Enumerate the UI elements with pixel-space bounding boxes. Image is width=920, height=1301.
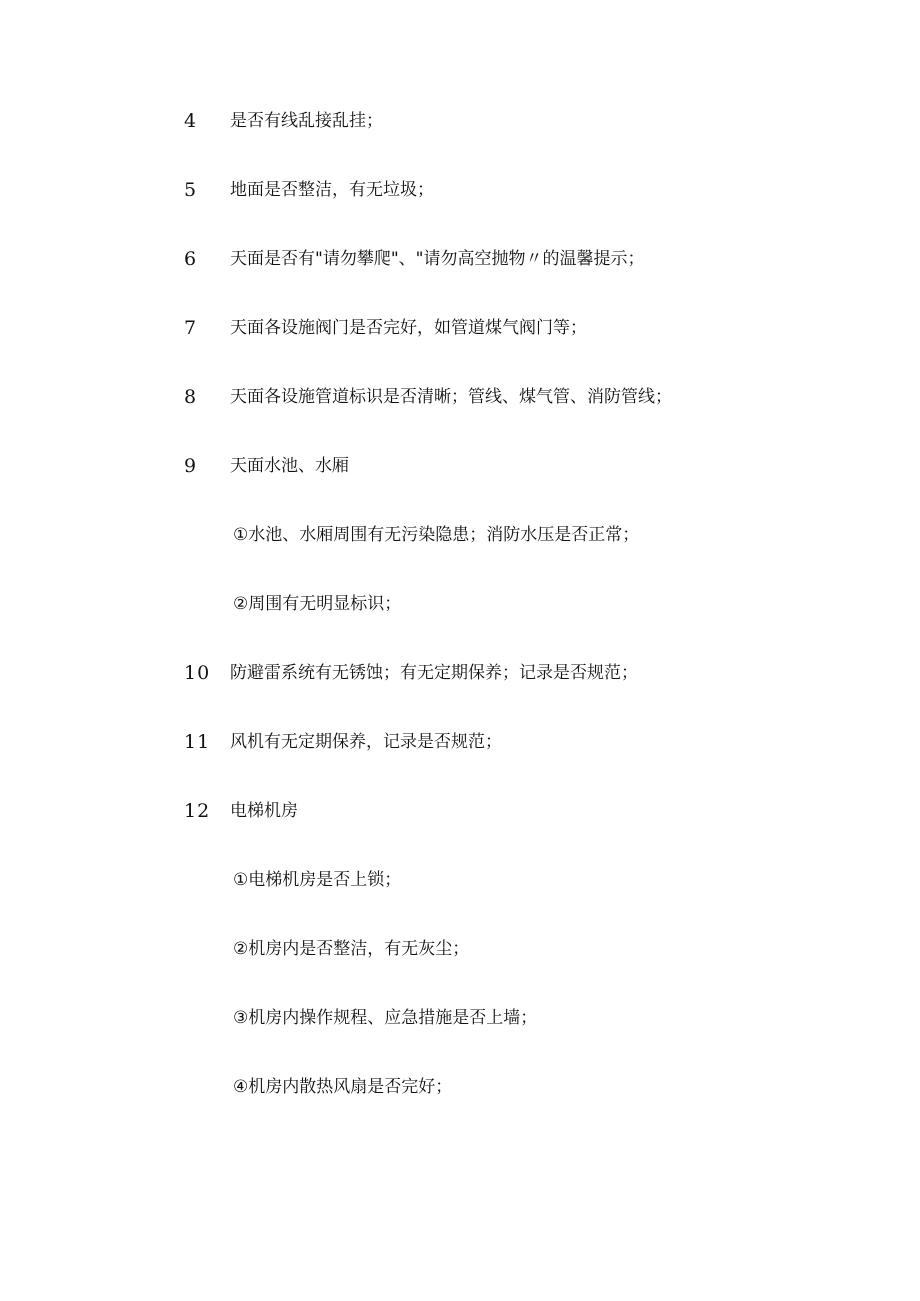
item-text: 地面是否整洁，有无垃圾； xyxy=(230,180,434,200)
item-text: 电梯机房 xyxy=(230,801,298,821)
sub-item-text: ①电梯机房是否上锁； xyxy=(233,870,402,890)
list-item-11 xyxy=(0,725,920,759)
sub-item-text: ①水池、水厢周围有无污染隐患；消防水压是否正常； xyxy=(233,525,640,545)
item-text: 天面是否有"请勿攀爬"、"请勿高空抛物〃的温馨提示； xyxy=(230,249,645,269)
sub-item-text: ④机房内散热风扇是否完好； xyxy=(233,1077,453,1097)
sub-item xyxy=(0,587,920,621)
item-number: 12 xyxy=(184,800,211,822)
list-item-12 xyxy=(0,794,920,828)
list-item-6 xyxy=(0,242,920,276)
list-item-8 xyxy=(0,380,920,414)
sub-item xyxy=(0,932,920,966)
item-number: 7 xyxy=(184,317,198,339)
list-item-9 xyxy=(0,449,920,483)
item-text: 风机有无定期保养，记录是否规范； xyxy=(230,732,502,752)
item-number: 6 xyxy=(184,248,198,270)
item-number: 5 xyxy=(184,179,198,201)
list-item-4 xyxy=(0,104,920,138)
list-item-10 xyxy=(0,656,920,690)
sub-item xyxy=(0,1001,920,1035)
sub-item xyxy=(0,863,920,897)
item-text: 天面各设施管道标识是否清晰；管线、煤气管、消防管线； xyxy=(230,387,672,407)
item-text: 天面水池、水厢 xyxy=(230,456,349,476)
sub-item xyxy=(0,518,920,552)
item-number: 9 xyxy=(184,455,198,477)
item-number: 4 xyxy=(184,110,198,132)
sub-item-text: ③机房内操作规程、应急措施是否上墙； xyxy=(233,1008,538,1028)
sub-item-text: ②机房内是否整洁，有无灰尘； xyxy=(233,939,470,959)
list-item-5 xyxy=(0,173,920,207)
item-number: 11 xyxy=(184,731,211,753)
sub-item xyxy=(0,1070,920,1104)
sub-item-text: ②周围有无明显标识； xyxy=(233,594,402,614)
item-number: 8 xyxy=(184,386,198,408)
list-item-7 xyxy=(0,311,920,345)
item-text: 防避雷系统有无锈蚀；有无定期保养；记录是否规范； xyxy=(230,663,638,683)
item-text: 是否有线乱接乱挂； xyxy=(230,111,383,131)
item-text: 天面各设施阀门是否完好，如管道煤气阀门等； xyxy=(230,318,587,338)
item-number: 10 xyxy=(184,662,211,684)
